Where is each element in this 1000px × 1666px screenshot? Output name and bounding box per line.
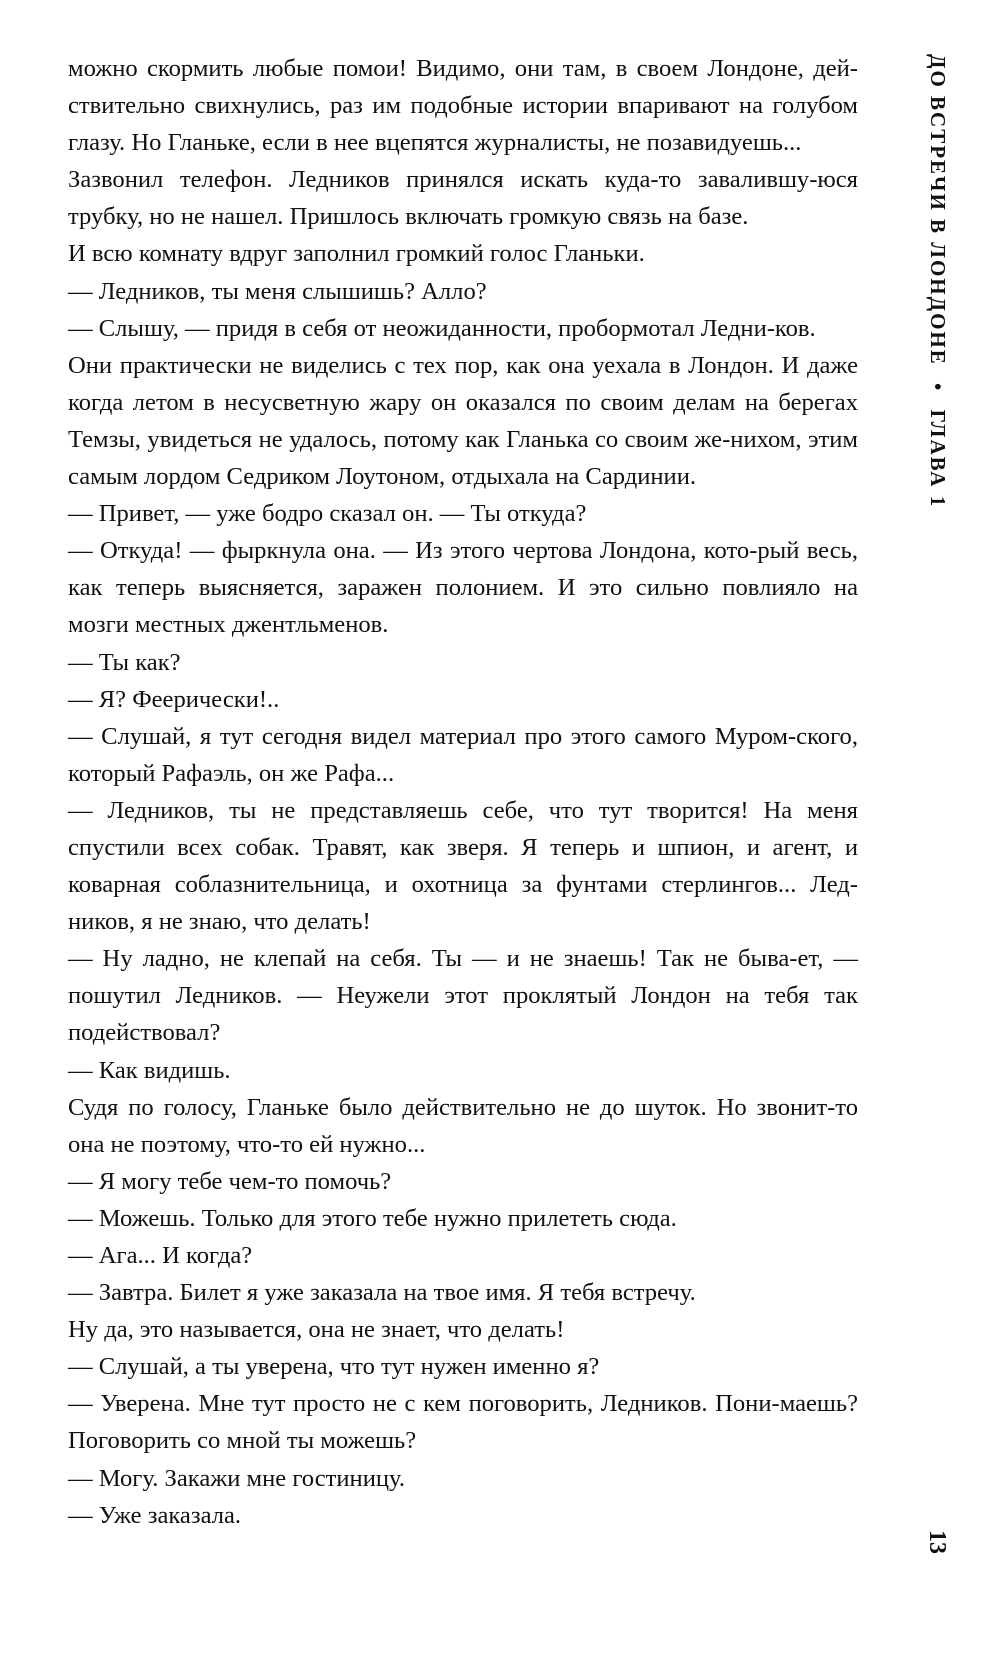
header-separator: • — [926, 383, 950, 393]
running-header — [910, 54, 950, 574]
paragraph-22: — Уверена. Мне тут просто не с кем поговорить, Ледников. Пони-маешь? Поговорить со мной ты можешь? — [68, 1390, 858, 1455]
paragraph-7: — Привет, — уже бодро сказал он. — Ты откуда? — [68, 500, 587, 528]
chapter-title: ГЛАВА 1 — [926, 409, 950, 509]
paragraph-16: — Я могу тебе чем-то помочь? — [68, 1167, 392, 1195]
paragraph-12: — Ледников, ты не представляешь себе, что тут творится! На меня спустили всех собак. Травят, как зверя. Я теперь и шпион, и агент, и коварная соблазнительница, и охотница за фунтами стерлингов... Лед-ников, я не знаю, что делать! — [68, 796, 858, 936]
paragraph-23: — Могу. Закажи мне гостиницу. — [68, 1464, 406, 1492]
paragraph-19: — Завтра. Билет я уже заказала на твое имя. Я тебя встречу. — [68, 1279, 696, 1307]
paragraph-8: — Откуда! — фыркнула она. — Из этого чертова Лондона, кото-рый весь, как теперь выясняется, заражен полонием. И это сильно повлияло на мозги местных джентльменов. — [68, 537, 858, 639]
paragraph-20: Ну да, это называется, она не знает, что делать! — [68, 1316, 565, 1344]
paragraph-5: — Слышу, — придя в себя от неожиданности, пробормотал Ледни-ков. — [68, 314, 816, 342]
page-body — [68, 50, 858, 1534]
paragraph-15: Судя по голосу, Гланьке было действительно не до шуток. Но звонит-то она не поэтому, что-то ей нужно... — [68, 1093, 858, 1158]
paragraph-18: — Ага... И когда? — [68, 1242, 253, 1269]
paragraph-4: — Ледников, ты меня слышишь? Алло? — [68, 277, 487, 305]
paragraph-10: — Я? Феерически!.. — [68, 685, 280, 713]
paragraph-21: — Слушай, а ты уверена, что тут нужен именно я? — [68, 1353, 600, 1381]
paragraph-2: Зазвонил телефон. Ледников принялся искать куда-то завалившу-юся трубку, но не нашел. Пришлось включать громкую связь на базе. — [68, 166, 858, 231]
paragraph-3: И всю комнату вдруг заполнил громкий голос Гланьки. — [68, 240, 645, 268]
paragraph-17: — Можешь. Только для этого тебе нужно прилететь сюда. — [68, 1204, 677, 1232]
paragraph-9: — Ты как? — [68, 648, 181, 676]
paragraph-6: Они практически не виделись с тех пор, как она уехала в Лондон. И даже когда летом в несусветную жару он оказался по своим делам на берегах Темзы, увидеться не удалось, потому как Гланька со своим же-нихом, этим самым лордом Седриком Лоутоном, отдыхала на Сардинии. — [68, 351, 858, 491]
page-number: 13 — [924, 1530, 950, 1554]
paragraph-1: можно скормить любые помои! Видимо, они там, в своем Лондоне, дей-ствительно свихнулись, раз им подобные истории впаривают на голубом глазу. Но Гланьке, если в нее вцепятся журналисты, не позавидуешь... — [68, 55, 858, 157]
paragraph-11: — Слушай, я тут сегодня видел материал про этого самого Муром-ского, который Рафаэль, он же Рафа... — [68, 722, 858, 787]
paragraph-14: — Как видишь. — [68, 1056, 231, 1084]
paragraph-13: — Ну ладно, не клепай на себя. Ты — и не знаешь! Так не быва-ет, — пошутил Ледников. — Неужели этот проклятый Лондон на тебя так подействовал? — [68, 945, 858, 1047]
book-title: ДО ВСТРЕЧИ В ЛОНДОНЕ — [926, 54, 950, 366]
paragraph-24: — Уже заказала. — [68, 1501, 242, 1529]
